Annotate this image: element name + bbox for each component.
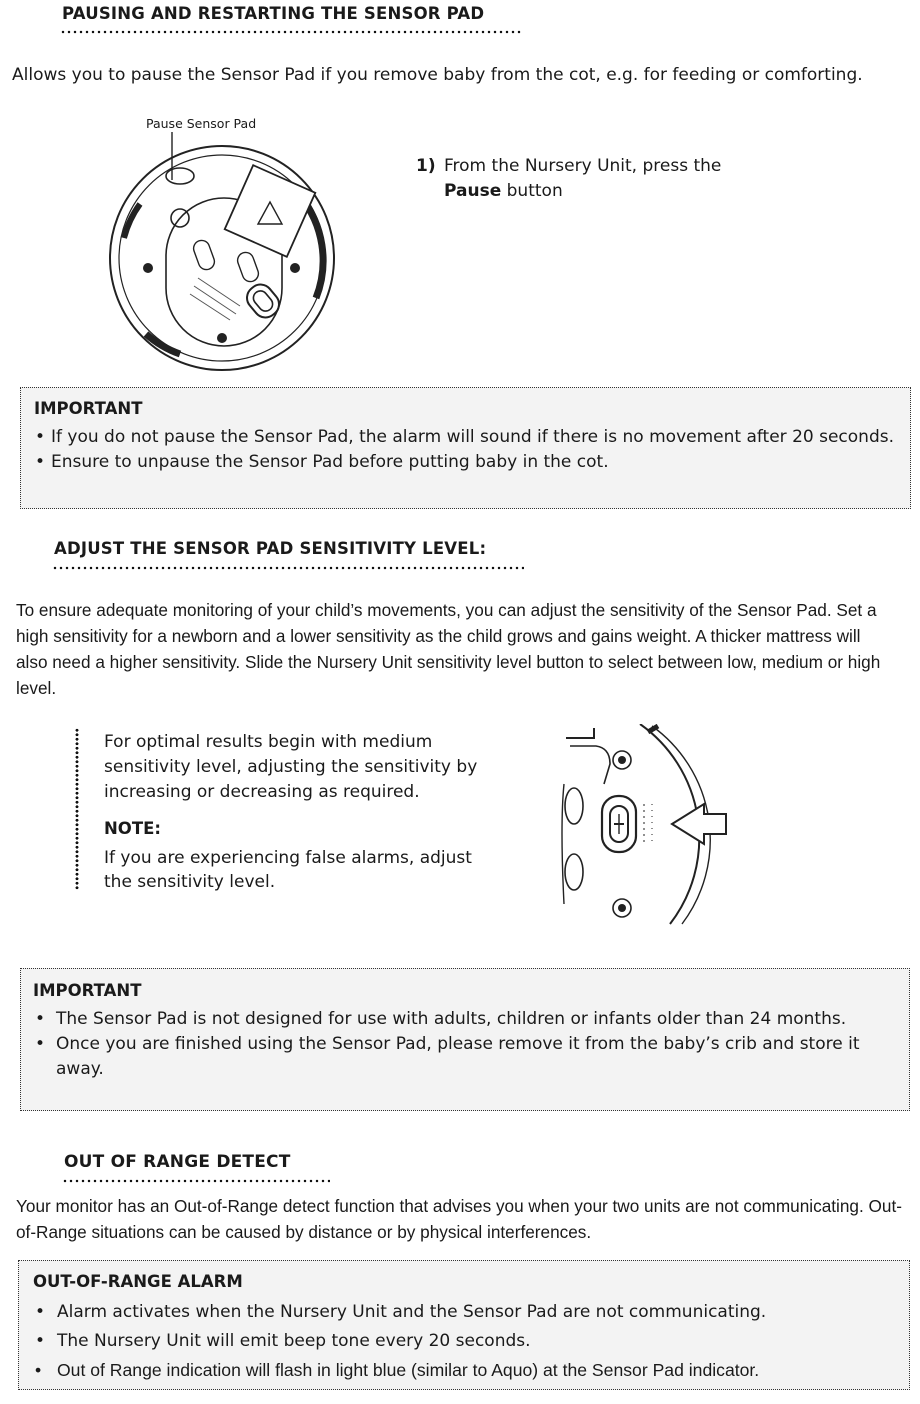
list-item: • The Nursery Unit will emit beep tone every 20 seconds. xyxy=(35,1331,531,1351)
important-title: IMPORTANT xyxy=(33,981,142,1000)
section-heading-out-of-range: OUT OF RANGE DETECT xyxy=(64,1152,291,1172)
heading-dotted-underline xyxy=(62,1179,330,1183)
pause-intro-text: Allows you to pause the Sensor Pad if you remove baby from the cot, e.g. for feeding or comforting. xyxy=(12,65,863,85)
out-of-range-alarm-box xyxy=(18,1260,910,1390)
step-text-before: From the Nursery Unit, press the xyxy=(444,156,722,176)
step-text-after: button xyxy=(506,181,563,201)
list-item: • Once you are finished using the Sensor Pad, please remove it from the baby’s crib and store it away. xyxy=(35,1034,860,1079)
diagram-label-pause: Pause Sensor Pad xyxy=(146,116,257,131)
list-item: • Out of Range indication will flash in light blue (similar to Aquo) at the Sensor Pad indicator. xyxy=(35,1360,760,1380)
alarm-list xyxy=(33,1298,903,1385)
step-instruction xyxy=(444,154,784,204)
sensitivity-tip: For optimal results begin with medium sensitivity level, adjusting the sensitivity by increasing or decreasing as required. xyxy=(104,732,478,802)
important-box-1 xyxy=(20,387,911,509)
list-item: • The Sensor Pad is not designed for use with adults, children or infants older than 24 months. xyxy=(35,1009,847,1029)
note-title: NOTE: xyxy=(104,819,161,838)
list-item: • If you do not pause the Sensor Pad, the alarm will sound if there is no movement after 20 seconds. xyxy=(35,427,895,447)
sensor-pad-diagram xyxy=(100,128,340,380)
section-heading-pausing: PAUSING AND RESTARTING THE SENSOR PAD xyxy=(62,4,485,23)
important-list xyxy=(33,1007,893,1082)
pause-button-label: Pause xyxy=(444,181,502,201)
list-item: • Ensure to unpause the Sensor Pad before putting baby in the cot. xyxy=(35,452,609,472)
list-item: • Alarm activates when the Nursery Unit and the Sensor Pad are not communicating. xyxy=(35,1302,767,1322)
note-text: If you are experiencing false alarms, adjust the sensitivity level. xyxy=(104,848,472,892)
tip-dotted-bar xyxy=(75,728,79,890)
out-of-range-intro-text: Your monitor has an Out-of-Range detect function that advises you when your two units are not communicating. Out-of-Range situations can be caused by distance or by physical interferences. xyxy=(16,1196,902,1242)
alarm-box-title: OUT-OF-RANGE ALARM xyxy=(33,1272,243,1291)
sensitivity-intro-text: To ensure adequate monitoring of your child’s movements, you can adjust the sensitivity of the Sensor Pad. Set a high sensitivity for a newborn and a lower sensitivity as the child grows and gains weight. A thicker mattress will also need a higher sensitivity. Slide the Nursery Unit sensitivity level button to select between low, medium or high level. xyxy=(16,600,881,698)
important-list xyxy=(33,425,903,475)
section-heading-sensitivity: ADJUST THE SENSOR PAD SENSITIVITY LEVEL: xyxy=(54,539,487,558)
sensitivity-slider-diagram xyxy=(560,724,740,928)
step-number: 1) xyxy=(416,156,436,176)
heading-dotted-underline xyxy=(52,566,524,570)
important-title: IMPORTANT xyxy=(34,399,143,418)
heading-dotted-underline xyxy=(60,30,522,34)
important-box-2 xyxy=(20,968,910,1111)
